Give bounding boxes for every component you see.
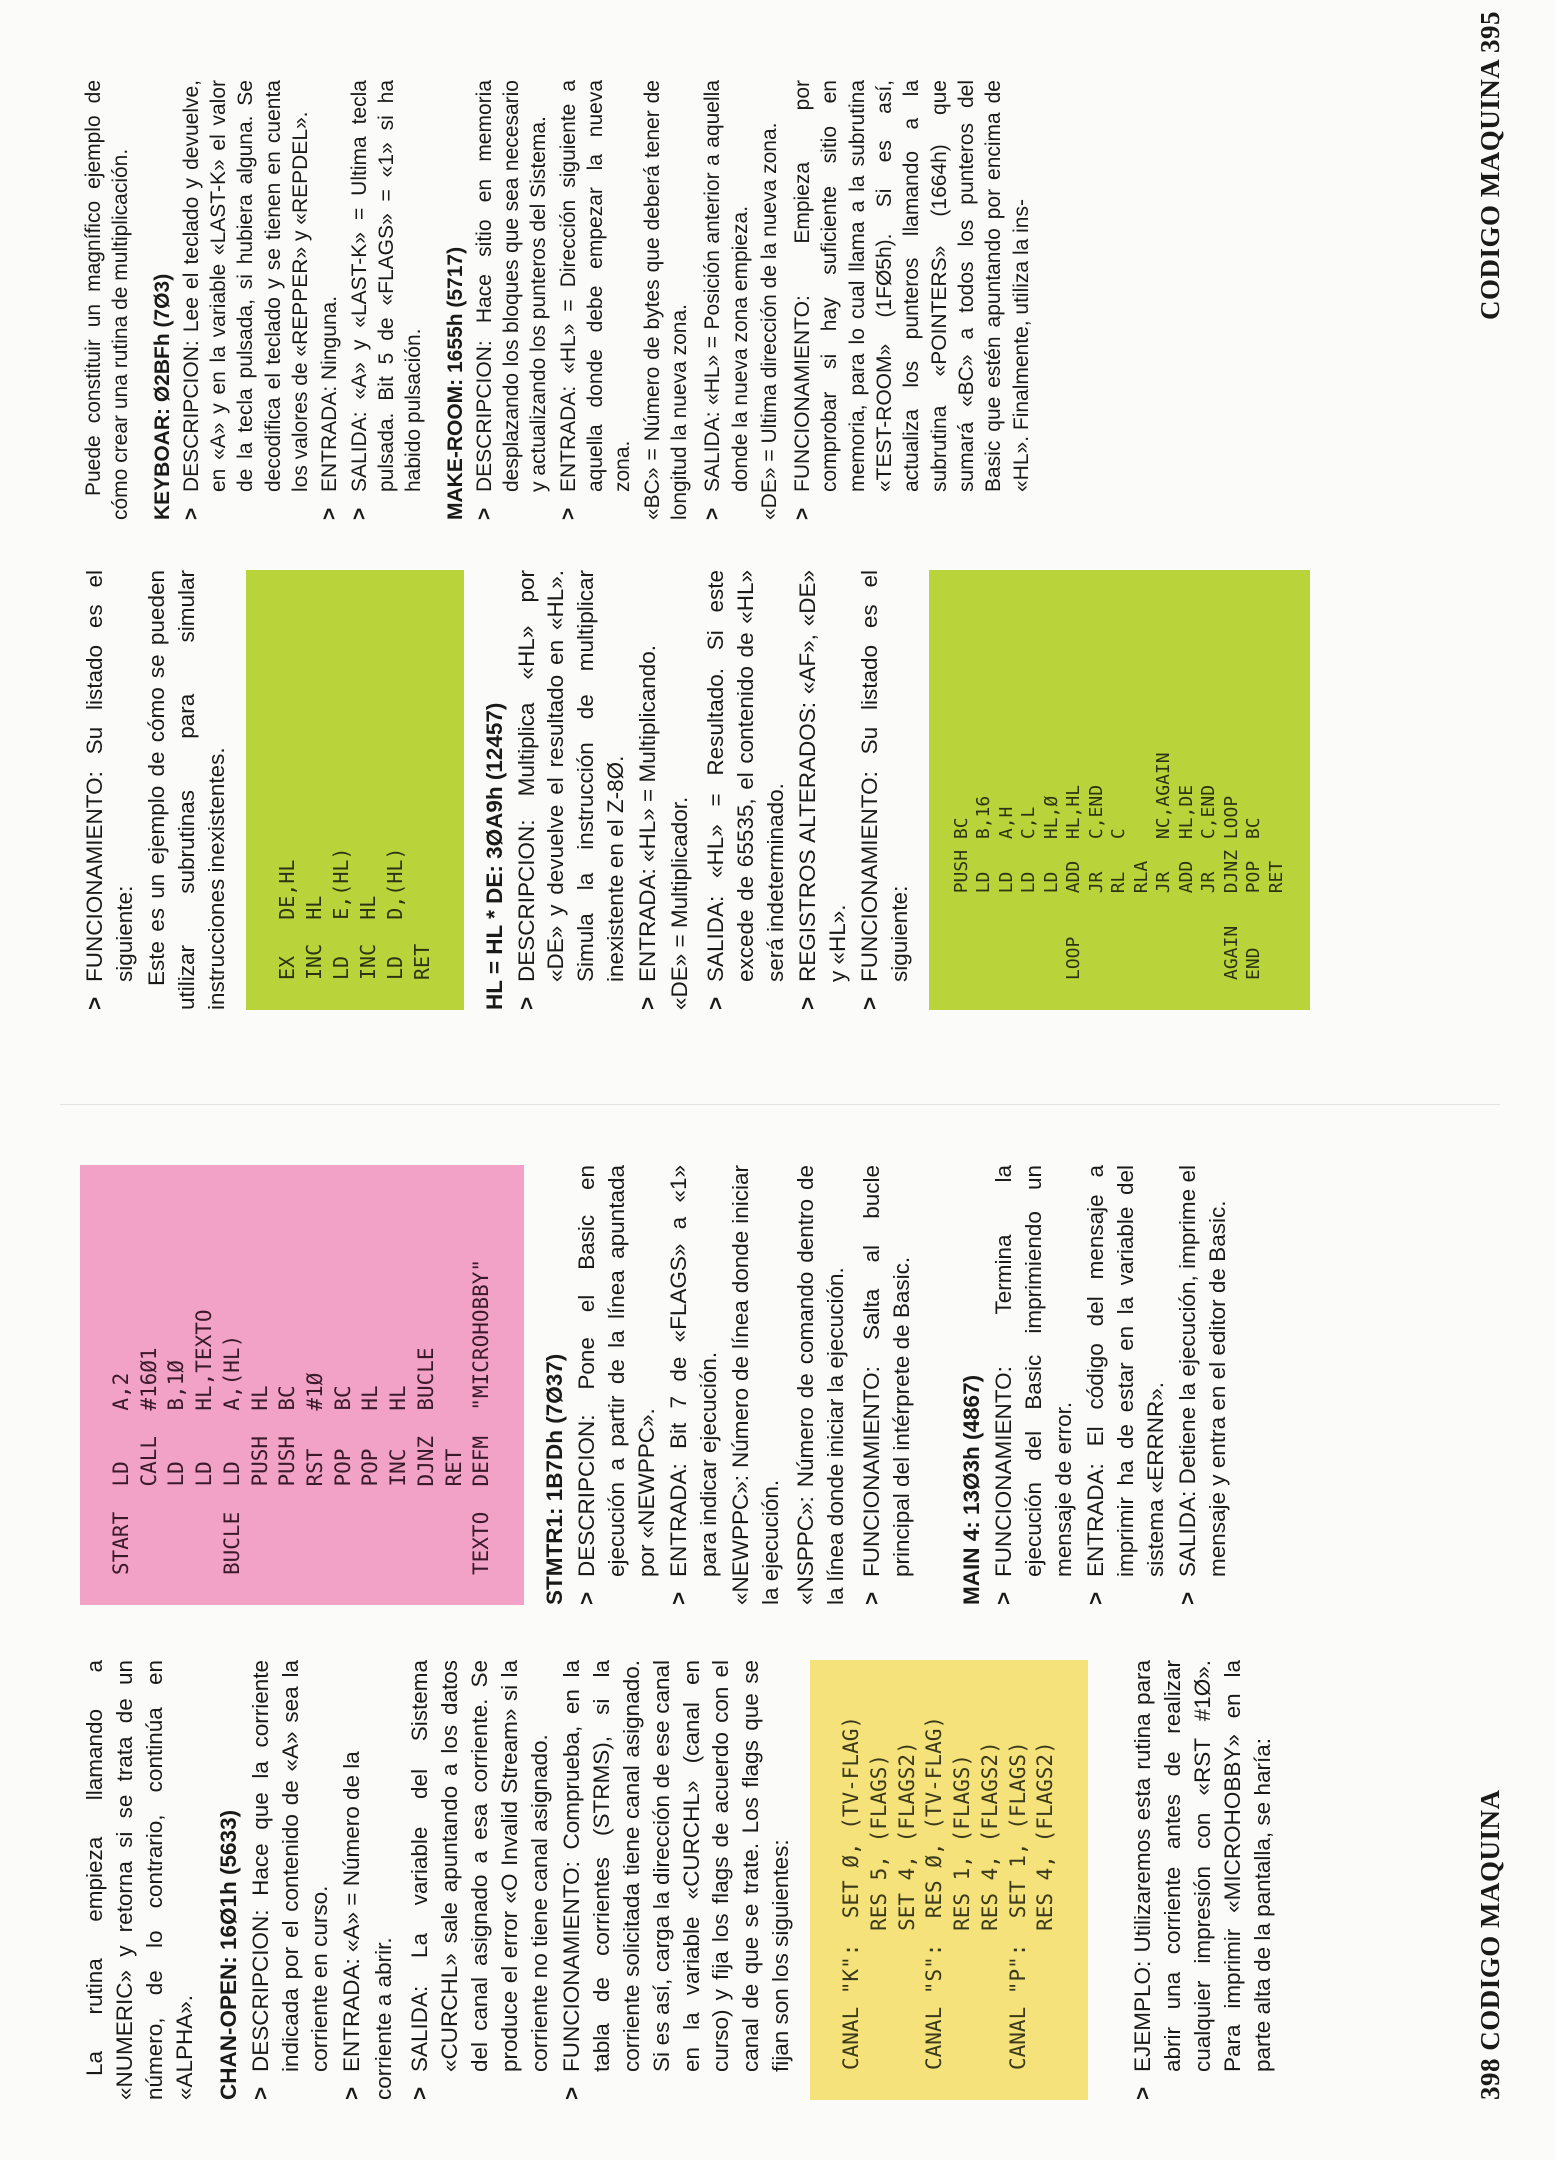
bullet-marker: > bbox=[247, 2086, 273, 2100]
list-item: > ENTRADA: Bit 7 de «FLAGS» a «1» para indicar ejecución. bbox=[664, 1165, 724, 1605]
list-item: > SALIDA: «HL» = Resultado. Si este excede de 65535, el contenido de «HL» será indeterminado. bbox=[701, 570, 791, 1010]
bullet-marker: > bbox=[1082, 1591, 1108, 1605]
bullet-marker: > bbox=[472, 507, 496, 520]
entry-continuation: «BC» = Número de bytes que deberá tener de longitud la nueva zona. bbox=[640, 80, 691, 520]
bullet-marker: > bbox=[665, 1591, 691, 1605]
ex-code-box: EX DE,HL INC HL LD E,(HL) INC HL LD D,(HL) RET bbox=[246, 570, 464, 1010]
list-item: > FUNCIONAMIENTO: Su listado es el siguiente: bbox=[855, 570, 915, 1010]
bullet-marker: > bbox=[82, 996, 107, 1010]
bullet-marker: > bbox=[318, 507, 342, 520]
bullet-marker: > bbox=[991, 1591, 1017, 1605]
bullet-marker: > bbox=[179, 507, 203, 520]
list-item: > ENTRADA: «HL» = Multiplicando. bbox=[633, 570, 663, 1010]
right-page-footer: CODIGO MAQUINA 395 bbox=[1475, 10, 1505, 320]
column-3 bbox=[80, 570, 1326, 1010]
bullet-marker: > bbox=[859, 1591, 885, 1605]
list-item: > ENTRADA: «HL» = Dirección siguiente a aquella donde debe empezar la nueva zona. bbox=[555, 80, 637, 520]
list-item: > DESCRIPCION: Multiplica «HL» por «DE» y devuelve el resultado en «HL». Simula la instrucción de multiplicar inexistente en el Z-8Ø. bbox=[512, 570, 632, 1010]
chan-open-title: CHAN-OPEN: 16Ø1h (5633) bbox=[215, 1809, 241, 2100]
left-page-footer: 398 CODIGO MAQUINA bbox=[1475, 1789, 1505, 2100]
list-item: > EJEMPLO: Utilizaremos esta rutina para abrir una corriente antes de realizar cualquier impresión con «RST #1Ø». Para imprimir «MICROHOBBY» en la parte alta de la pantalla, se haría: bbox=[1128, 1660, 1278, 2100]
entry-continuation: «NEWPPC»: Número de línea donde iniciar la ejecución. bbox=[727, 1165, 783, 1605]
bullet-marker: > bbox=[701, 507, 725, 520]
list-item: > DESCRIPCION: Hace que la corriente indicada por el contenido de «A» sea la corriente en curso. bbox=[246, 1660, 336, 2100]
column-4 bbox=[80, 80, 1037, 520]
entry-continuation: «NSPPC»: Número de comando dentro de la línea donde iniciar la ejecución. bbox=[793, 1165, 849, 1605]
list-item: > FUNCIONAMIENTO: Comprueba, en la tabla de corrientes (STRMS), si la corriente solicitada tiene canal asignado. Si es así, carga la dirección de ese canal en la variable «CURCHL» (canal en curso) y fija los flags de acuerdo con el canal de que se trate. Los flags que se fijan son los siguientes: bbox=[557, 1660, 796, 2100]
bullet-marker: > bbox=[573, 1591, 599, 1605]
list-item: > SALIDA: «A» y «LAST-K» = Ultima tecla pulsada. Bit 5 de «FLAGS» = «1» si ha habido pulsación. bbox=[346, 80, 428, 520]
bullet-marker: > bbox=[794, 996, 820, 1010]
bullet-marker: > bbox=[558, 2086, 584, 2100]
list-item: > FUNCIONAMIENTO: Su listado es el siguiente: bbox=[80, 570, 140, 1010]
bullet-marker: > bbox=[856, 996, 882, 1010]
make-room-title: MAKE-ROOM: 1655h (5717) bbox=[443, 246, 467, 520]
list-item: > SALIDA: Detiene la ejecución, imprime el mensaje y entra en el editor de Basic. bbox=[1173, 1165, 1233, 1605]
bullet-marker: > bbox=[635, 996, 661, 1010]
stmtr1-title: STMTR1: 1B7Dh (7Ø37) bbox=[542, 1353, 568, 1605]
entry-continuation: «DE» = Ultima dirección de la nueva zona. bbox=[757, 122, 781, 520]
list-item: > FUNCIONAMIENTO: Salta al bucle principal del intérprete de Basic. bbox=[857, 1165, 917, 1605]
list-item: > DESCRIPCION: Pone el Basic en ejecución a partir de la línea apuntada por «NEWPPC». bbox=[572, 1165, 662, 1605]
keyboar-title: KEYBOAR: Ø2BFh (7Ø3) bbox=[150, 273, 174, 520]
bullet-marker: > bbox=[1129, 2086, 1155, 2100]
bullet-marker: > bbox=[407, 2086, 433, 2100]
list-item: > DESCRIPCION: Hace sitio en memoria desplazando los bloques que sea necesario y actualizando los punteros del Sistema. bbox=[471, 80, 553, 520]
entry-continuation: «DE» = Multiplicador. bbox=[667, 796, 693, 1010]
list-item: > ENTRADA: Ninguna. bbox=[316, 80, 343, 520]
entry-continuation: corriente a abrir. bbox=[371, 1937, 397, 2100]
list-item: > REGISTROS ALTERADOS: «AF», «DE» y «HL». bbox=[793, 570, 853, 1010]
bullet-marker: > bbox=[347, 507, 371, 520]
intro-paragraph: Puede constituir un magnífico ejemplo de cómo crear una rutina de multiplicación. bbox=[82, 80, 133, 520]
bullet-marker: > bbox=[1174, 1591, 1200, 1605]
list-item: > FUNCIONAMIENTO: Termina la ejecución del Basic imprimiendo un mensaje de error. bbox=[989, 1165, 1079, 1605]
bullet-marker: > bbox=[791, 507, 815, 520]
list-item: > SALIDA: La variable del Sistema «CURCHL» sale apuntando a los datos del canal asignado a esa corriente. Se produce el error «O Invalid Stream» si la corriente no tiene canal asignado. bbox=[405, 1660, 555, 2100]
example-paragraph: Este es un ejemplo de cómo se pueden utilizar subrutinas para simular instrucciones inexistentes. bbox=[143, 570, 229, 1010]
bullet-marker: > bbox=[556, 507, 580, 520]
list-item: > SALIDA: «HL» = Posición anterior a aquella donde la nueva zona empieza. bbox=[699, 80, 754, 520]
list-item: > ENTRADA: El código del mensaje a imprimir ha de estar en la variable del sistema «ERRNR». bbox=[1081, 1165, 1171, 1605]
column-2 bbox=[80, 1165, 1234, 1605]
bullet-marker: > bbox=[703, 996, 729, 1010]
bullet-marker: > bbox=[339, 2086, 365, 2100]
multiply-title: HL = HL * DE: 3ØA9h (12457) bbox=[481, 702, 507, 1010]
column-1 bbox=[80, 1660, 1280, 2100]
flags-code-box: CANAL "K": SET Ø, (TV-FLAG) RES 5, (FLAGS) SET 4, (FLAGS2) CANAL "S": RES Ø, (TV-FLAG) RES 1, (FLAGS) RES 4, (FLAGS2) CANAL "P": SET 1, (FLAGS) RES 4, (FLAGS2) bbox=[810, 1660, 1088, 2100]
intro-paragraph: La rutina empieza llamando a «NUMERIC» y retorna si se trata de un número, de lo contrario, continúa en «ALPHA». bbox=[82, 1660, 197, 2100]
main4-title: MAIN 4: 13Ø3h (4867) bbox=[959, 1374, 985, 1605]
bullet-marker: > bbox=[513, 996, 539, 1010]
page-gutter bbox=[60, 1104, 1500, 1105]
start-code-box: START LD A,2 CALL #16Ø1 LD B,1Ø LD HL,TEXTO BUCLE LD A,(HL) PUSH HL PUSH BC RST #1Ø POP BC POP HL INC HL DJNZ BUCLE RET TEXTO DEFM "MICROHOBBY" bbox=[80, 1165, 524, 1605]
list-item: > FUNCIONAMIENTO: Empieza por comprobar si hay suficiente sitio en memoria, para lo cual llama a la subrutina «TEST-ROOM» (1FØ5h). Si es así, actualiza los punteros llamando a la subrutina «POINTERS» (1664h) que sumará «BC» a todos los punteros del Basic que estén apuntando por encima de «HL». Finalmente, utiliza la ins- bbox=[789, 80, 1035, 520]
list-item: > DESCRIPCION: Lee el teclado y devuelve, en «A» y en la variable «LAST-K» el valor de la tecla pulsada, si hubiera alguna. Se decodifica el teclado y se tienen en cuenta los valores de «REPPER» y «REPDEL». bbox=[178, 80, 314, 520]
multiply-code-box: PUSH BC LD B,16 LD A,H LD C,L LD HL,Ø LOOP ADD HL,HL JR C,END RL C RLA JR NC,AGAIN ADD HL,DE JR C,END AGAIN DJNZ LOOP END POP BC RET bbox=[929, 570, 1311, 1010]
list-item: > ENTRADA: «A» = Número de la bbox=[337, 1660, 367, 2100]
